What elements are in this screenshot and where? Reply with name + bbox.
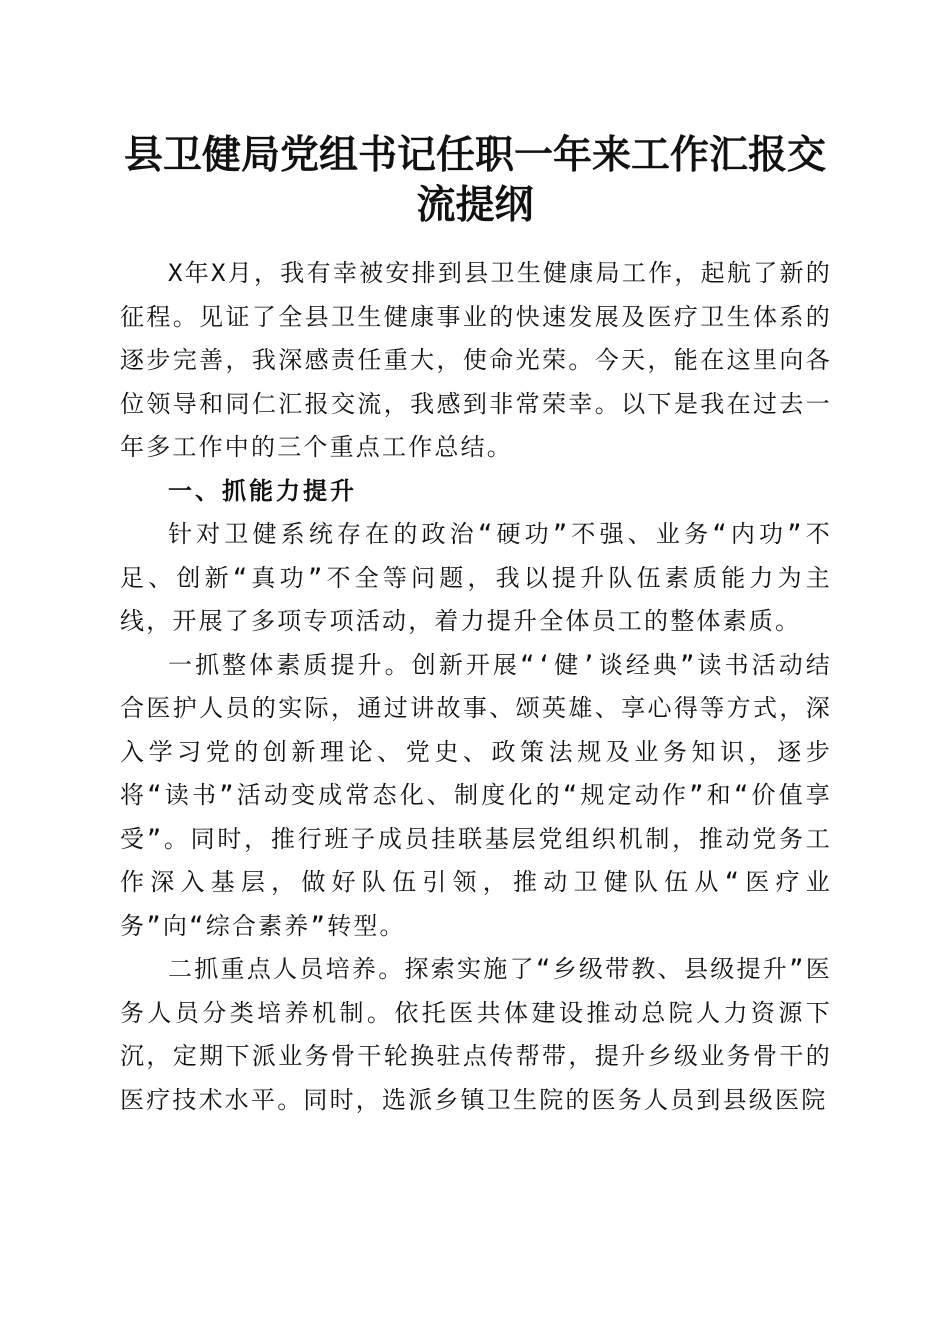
section-intro-paragraph: 针对卫健系统存在的政治“硬功”不强、业务“内功”不足、创新“真功”不全等问题，我以提升队伍素质能力为主线，开展了多项专项活动，着力提升全体员工的整体素质。	[120, 520, 832, 635]
section-heading: 一、抓能力提升	[168, 476, 357, 505]
document-title: 县卫健局党组书记任职一年来工作汇报交流提纲	[123, 132, 826, 228]
point-one-paragraph: 一抓整体素质提升。创新开展“‘健’谈经典”读书活动结合医护人员的实际，通过讲故事、颂英雄、享心得等方式，深入学习党的创新理论、党史、政策法规及业务知识，逐步将“读书”活动变成常态化、制度化的“规定动作”和“价值享受”。同时，推行班子成员挂联基层党组织机制，推动党务工作深入基层，做好队伍引领，推动卫健队伍从“医疗业务”向“综合素养”转型。	[120, 650, 832, 940]
point-two-paragraph: 二抓重点人员培养。探索实施了“乡级带教、县级提升”医务人员分类培养机制。依托医共体建设推动总院人力资源下沉，定期下派业务骨干轮换驻点传帮带，提升乡级业务骨干的医疗技术水平。同时，选派乡镇卫生院的医务人员到县级医院	[120, 955, 832, 1114]
intro-paragraph: X年X月，我有幸被安排到县卫生健康局工作，起航了新的征程。见证了全县卫生健康事业的快速发展及医疗卫生体系的逐步完善，我深感责任重大，使命光荣。今天，能在这里向各位领导和同仁汇报交流，我感到非常荣幸。以下是我在过去一年多工作中的三个重点工作总结。	[120, 259, 832, 461]
document-body	[120, 252, 832, 1122]
